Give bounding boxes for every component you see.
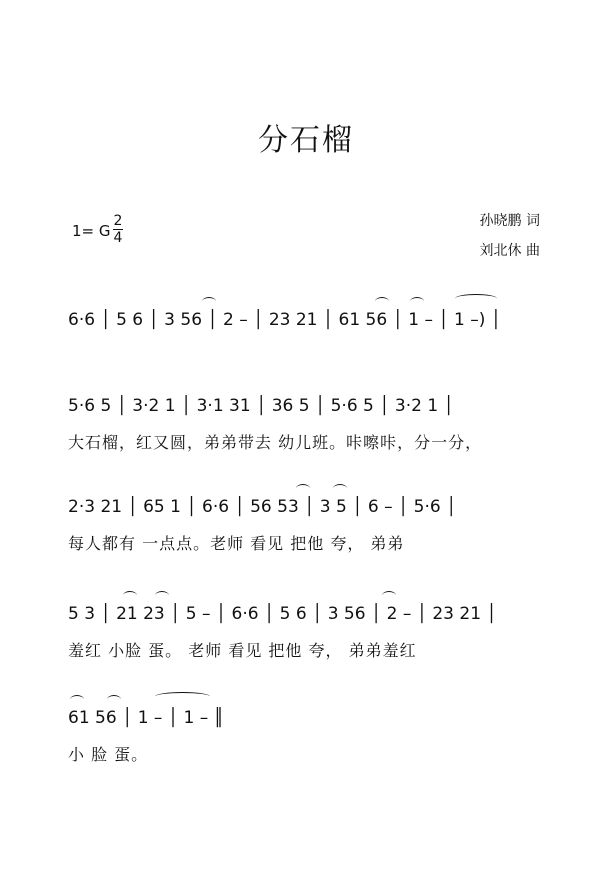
tie-mark — [155, 692, 210, 701]
notation-line-1: 6·6 │ 5 6 │ 3 56 │ 2 – │ 23 21 │ 61 56 │ 1 – │ 1 –) │ — [68, 310, 501, 330]
notation-line-5: 61 56 │ 1 – │ 1 – ║ — [68, 708, 224, 728]
fermata-mark — [155, 591, 169, 600]
composer-credit: 刘北休 曲 — [479, 243, 540, 259]
lyrics-line-3: 每人都有 一点点。老师 看见 把他 夸， 弟弟 — [68, 534, 405, 553]
lyricist-credit: 孙晓鹏 词 — [479, 213, 540, 229]
time-signature-top: 2 — [113, 213, 123, 229]
notation-line-2: 5·6 5 │ 3·2 1 │ 3·1 31 │ 36 5 │ 5·6 5 │ 3·2 1 │ — [68, 396, 454, 416]
time-signature — [113, 214, 123, 245]
fermata-mark — [333, 484, 347, 493]
fermata-mark — [107, 695, 121, 704]
notation-line-4: 5 3 │ 21 23 │ 5 – │ 6·6 │ 5 6 │ 3 56 │ 2 – │ 23 21 │ — [68, 604, 497, 624]
fermata-mark — [375, 297, 389, 306]
song-title: 分石榴 — [258, 123, 354, 158]
fermata-mark — [70, 695, 84, 704]
time-signature-bottom: 4 — [113, 230, 123, 246]
tie-mark — [455, 294, 497, 303]
lyrics-line-5: 小 脸 蛋。 — [68, 745, 149, 764]
fermata-mark — [410, 297, 424, 306]
fermata-mark — [202, 297, 216, 306]
fermata-mark — [296, 484, 310, 493]
key-signature: 1= G — [72, 222, 111, 240]
lyrics-line-2: 大石榴，红又圆，弟弟带去 幼儿班。咔嚓咔，分一分， — [68, 433, 483, 452]
fermata-mark — [382, 591, 396, 600]
notation-line-3: 2·3 21 │ 65 1 │ 6·6 │ 56 53 │ 3 5 │ 6 – │ 5·6 │ — [68, 497, 457, 517]
lyrics-line-4: 羞红 小脸 蛋。 老师 看见 把他 夸， 弟弟羞红 — [68, 641, 417, 660]
fermata-mark — [123, 591, 137, 600]
